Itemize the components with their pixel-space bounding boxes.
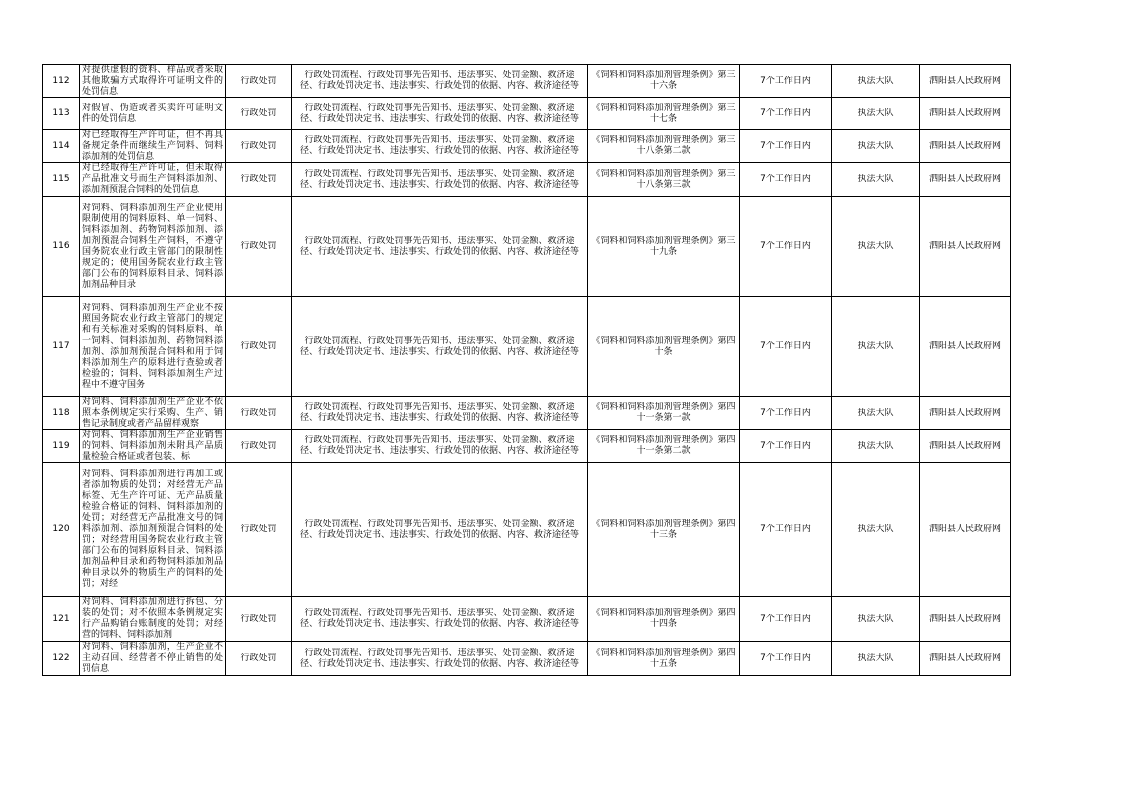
disclosure-channel: 泗阳县人民政府网 bbox=[928, 407, 1001, 418]
legal-basis-cell bbox=[588, 430, 740, 463]
row-number: 114 bbox=[52, 140, 70, 151]
responsible-unit-cell bbox=[832, 397, 920, 430]
disclosure-channel-cell bbox=[920, 463, 1011, 597]
disclosure-deadline-cell bbox=[740, 430, 832, 463]
item-type: 行政处罚 bbox=[240, 407, 277, 418]
disclosure-deadline-cell bbox=[740, 297, 832, 397]
disclosure-content-cell bbox=[292, 130, 588, 163]
disclosure-channel: 泗阳县人民政府网 bbox=[928, 613, 1001, 624]
item-type-cell bbox=[226, 642, 292, 676]
item-type: 行政处罚 bbox=[240, 341, 277, 351]
row-number: 112 bbox=[52, 75, 70, 86]
item-type-cell bbox=[226, 98, 292, 130]
item-name-cell bbox=[80, 197, 226, 297]
disclosure-deadline-cell bbox=[740, 463, 832, 597]
item-name-cell bbox=[80, 163, 226, 197]
disclosure-deadline-cell bbox=[740, 98, 832, 130]
disclosure-content: 行政处罚流程、行政处罚事先告知书、违法事实、处罚金额、救济途径、行政处罚决定书、违法事实、行政处罚的依据、内容、救济途径等 bbox=[299, 70, 579, 91]
legal-basis-cell bbox=[588, 642, 740, 676]
disclosure-channel: 泗阳县人民政府网 bbox=[928, 108, 1001, 118]
legal-basis-cell bbox=[588, 297, 740, 397]
legal-basis: 《饲料和饲料添加剂管理条例》第四十条 bbox=[591, 335, 736, 357]
disclosure-deadline: 7个工作日内 bbox=[760, 341, 811, 351]
legal-basis: 《饲料和饲料添加剂管理条例》第四十一条第二款 bbox=[591, 435, 736, 456]
item-name: 对饲料、饲料添加剂进行再加工或者添加物质的处罚；对经营无产品标签、无生产许可证、无产品质量检验合格证的饲料、饲料添加剂的处罚；对经营无产品批准文号的饲料添加剂、添加剂预混合饲料的处罚；对经营用国务院农业行政主管部门公布的饲料原料目录、饲料添加剂品种目录和药物饲料添加剂品种目录以外的物质生产的饲料的处罚；对经 bbox=[82, 469, 223, 589]
item-name: 对假冒、伪造或者买卖许可证明文件的处罚信息 bbox=[82, 102, 223, 124]
row-number: 120 bbox=[52, 524, 70, 534]
table-row bbox=[43, 597, 1011, 642]
disclosure-content-cell bbox=[292, 430, 588, 463]
item-name-cell bbox=[80, 397, 226, 430]
disclosure-content: 行政处罚流程、行政处罚事先告知书、违法事实、处罚金额、救济途径、行政处罚决定书、违法事实、行政处罚的依据、内容、救济途径等 bbox=[299, 435, 579, 456]
row-number-cell bbox=[43, 642, 80, 676]
row-number-cell bbox=[43, 65, 80, 98]
disclosure-content: 行政处罚流程、行政处罚事先告知书、违法事实、处罚金额、救济途径、行政处罚决定书、违法事实、行政处罚的依据、内容、救济途径等 bbox=[299, 335, 579, 357]
item-name: 对饲料、饲料添加剂生产企业不依照本条例规定实行采购、生产、销售记录制度或者产品留样观察 bbox=[82, 397, 223, 429]
responsible-unit-cell bbox=[832, 98, 920, 130]
legal-basis-cell bbox=[588, 65, 740, 98]
item-name: 对饲料、饲料添加剂生产企业使用限制使用的饲料原料、单一饲料、饲料添加剂、药物饲料添加剂、添加剂预混合饲料生产饲料，不遵守国务院农业行政主管部门的限制性规定的；使用国务院农业行政主管部门公布的饲料原料目录、饲料添加剂品种目录 bbox=[82, 202, 223, 290]
row-number: 117 bbox=[52, 341, 70, 351]
item-name: 对饲料、饲料添加剂进行拆包、分装的处罚；对不依照本条例规定实行产品购销台账制度的处罚；对经营的饲料、饲料添加剂 bbox=[82, 597, 223, 640]
responsible-unit-cell bbox=[832, 130, 920, 163]
legal-basis: 《饲料和饲料添加剂管理条例》第四十五条 bbox=[591, 647, 736, 669]
item-name-cell bbox=[80, 430, 226, 463]
item-type-cell bbox=[226, 130, 292, 163]
legal-basis: 《饲料和饲料添加剂管理条例》第四十四条 bbox=[591, 608, 736, 629]
responsible-unit: 执法大队 bbox=[857, 524, 894, 534]
disclosure-content-cell bbox=[292, 197, 588, 297]
disclosure-deadline-cell bbox=[740, 597, 832, 642]
disclosure-channel: 泗阳县人民政府网 bbox=[928, 174, 1001, 184]
row-number-cell bbox=[43, 463, 80, 597]
responsible-unit-cell bbox=[832, 430, 920, 463]
row-number-cell bbox=[43, 98, 80, 130]
item-name: 对饲料、饲料添加剂生产企业不按照国务院农业行政主管部门的规定和有关标准对采购的饲料原料、单一饲料、饲料添加剂、药物饲料添加剂、添加剂预混合饲料和用于饲料添加剂生产的原料进行查验或者检验的；饲料、饲料添加剂生产过程中不遵守国务 bbox=[82, 302, 223, 390]
legal-basis: 《饲料和饲料添加剂管理条例》第三十八条第三款 bbox=[591, 168, 736, 190]
item-type-cell bbox=[226, 297, 292, 397]
disclosure-content-cell bbox=[292, 297, 588, 397]
disclosure-content-cell bbox=[292, 397, 588, 430]
item-name: 对已经取得生产许可证，但不再具备规定条件而继续生产饲料、饲料添加剂的处罚信息 bbox=[82, 130, 223, 162]
legal-basis-cell bbox=[588, 463, 740, 597]
responsible-unit-cell bbox=[832, 197, 920, 297]
disclosure-deadline: 7个工作日内 bbox=[760, 613, 811, 624]
disclosure-deadline-cell bbox=[740, 65, 832, 98]
disclosure-deadline: 7个工作日内 bbox=[760, 174, 811, 184]
row-number-cell bbox=[43, 430, 80, 463]
disclosure-channel-cell bbox=[920, 65, 1011, 98]
item-type-cell bbox=[226, 597, 292, 642]
disclosure-channel: 泗阳县人民政府网 bbox=[928, 75, 1001, 86]
responsible-unit: 执法大队 bbox=[857, 407, 894, 418]
legal-basis-cell bbox=[588, 597, 740, 642]
disclosure-deadline-cell bbox=[740, 130, 832, 163]
item-type: 行政处罚 bbox=[240, 174, 277, 184]
row-number-cell bbox=[43, 597, 80, 642]
table-row bbox=[43, 463, 1011, 597]
legal-basis: 《饲料和饲料添加剂管理条例》第四十三条 bbox=[591, 518, 736, 540]
disclosure-deadline: 7个工作日内 bbox=[760, 407, 811, 418]
responsible-unit: 执法大队 bbox=[857, 108, 894, 118]
disclosure-channel: 泗阳县人民政府网 bbox=[928, 440, 1001, 451]
disclosure-content: 行政处罚流程、行政处罚事先告知书、违法事实、处罚金额、救济途径、行政处罚决定书、违法事实、行政处罚的依据、内容、救济途径等 bbox=[299, 402, 579, 423]
disclosure-channel-cell bbox=[920, 197, 1011, 297]
item-type-cell bbox=[226, 197, 292, 297]
item-type: 行政处罚 bbox=[240, 653, 277, 663]
disclosure-content-cell bbox=[292, 65, 588, 98]
disclosure-channel-cell bbox=[920, 430, 1011, 463]
table-row bbox=[43, 130, 1011, 163]
responsible-unit: 执法大队 bbox=[857, 653, 894, 663]
responsible-unit-cell bbox=[832, 297, 920, 397]
responsible-unit: 执法大队 bbox=[857, 140, 894, 151]
disclosure-deadline: 7个工作日内 bbox=[760, 241, 811, 251]
disclosure-content-cell bbox=[292, 463, 588, 597]
responsible-unit: 执法大队 bbox=[857, 440, 894, 451]
item-name: 对饲料、饲料添加剂，生产企业不主动召回、经营者不停止销售的处罚信息 bbox=[82, 642, 223, 674]
responsible-unit: 执法大队 bbox=[857, 613, 894, 624]
disclosure-deadline: 7个工作日内 bbox=[760, 140, 811, 151]
item-type-cell bbox=[226, 65, 292, 98]
row-number-cell bbox=[43, 397, 80, 430]
responsible-unit-cell bbox=[832, 642, 920, 676]
disclosure-deadline: 7个工作日内 bbox=[760, 524, 811, 534]
disclosure-deadline-cell bbox=[740, 397, 832, 430]
disclosure-deadline: 7个工作日内 bbox=[760, 440, 811, 451]
legal-basis: 《饲料和饲料添加剂管理条例》第三十九条 bbox=[591, 235, 736, 257]
row-number-cell bbox=[43, 130, 80, 163]
item-type: 行政处罚 bbox=[240, 524, 277, 534]
table-row bbox=[43, 297, 1011, 397]
disclosure-channel: 泗阳县人民政府网 bbox=[928, 140, 1001, 151]
legal-basis: 《饲料和饲料添加剂管理条例》第三十八条第二款 bbox=[591, 135, 736, 156]
item-name: 对提供虚假的资料、样品或者采取其他欺骗方式取得许可证明文件的处罚信息 bbox=[82, 65, 223, 97]
legal-basis-cell bbox=[588, 163, 740, 197]
table-row bbox=[43, 397, 1011, 430]
disclosure-content-cell bbox=[292, 597, 588, 642]
table-row bbox=[43, 430, 1011, 463]
disclosure-channel-cell bbox=[920, 597, 1011, 642]
table-row bbox=[43, 98, 1011, 130]
legal-basis-cell bbox=[588, 397, 740, 430]
disclosure-content: 行政处罚流程、行政处罚事先告知书、违法事实、处罚金额、救济途径、行政处罚决定书、违法事实、行政处罚的依据、内容、救济途径等 bbox=[299, 102, 579, 124]
row-number: 119 bbox=[52, 440, 70, 451]
row-number: 115 bbox=[52, 174, 70, 184]
responsible-unit-cell bbox=[832, 65, 920, 98]
item-name-cell bbox=[80, 597, 226, 642]
item-type-cell bbox=[226, 430, 292, 463]
disclosure-content: 行政处罚流程、行政处罚事先告知书、违法事实、处罚金额、救济途径、行政处罚决定书、违法事实、行政处罚的依据、内容、救济途径等 bbox=[299, 518, 579, 540]
responsible-unit-cell bbox=[832, 163, 920, 197]
disclosure-content: 行政处罚流程、行政处罚事先告知书、违法事实、处罚金额、救济途径、行政处罚决定书、违法事实、行政处罚的依据、内容、救济途径等 bbox=[299, 168, 579, 190]
disclosure-deadline-cell bbox=[740, 642, 832, 676]
disclosure-channel: 泗阳县人民政府网 bbox=[928, 341, 1001, 351]
disclosure-channel-cell bbox=[920, 98, 1011, 130]
disclosure-channel: 泗阳县人民政府网 bbox=[928, 653, 1001, 663]
table-row bbox=[43, 65, 1011, 98]
item-name: 对饲料、饲料添加剂生产企业销售的饲料、饲料添加剂未附具产品质量检验合格证或者包装、标 bbox=[82, 430, 223, 462]
row-number-cell bbox=[43, 297, 80, 397]
item-name-cell bbox=[80, 65, 226, 98]
item-type-cell bbox=[226, 163, 292, 197]
disclosure-channel-cell bbox=[920, 297, 1011, 397]
item-name: 对已经取得生产许可证，但未取得产品批准文号而生产饲料添加剂、添加剂预混合饲料的处罚信息 bbox=[82, 163, 223, 195]
disclosure-content-cell bbox=[292, 642, 588, 676]
responsible-unit: 执法大队 bbox=[857, 341, 894, 351]
legal-basis: 《饲料和饲料添加剂管理条例》第三十七条 bbox=[591, 102, 736, 124]
row-number: 121 bbox=[52, 613, 70, 624]
disclosure-content: 行政处罚流程、行政处罚事先告知书、违法事实、处罚金额、救济途径、行政处罚决定书、违法事实、行政处罚的依据、内容、救济途径等 bbox=[299, 608, 579, 629]
legal-basis: 《饲料和饲料添加剂管理条例》第四十一条第一款 bbox=[591, 402, 736, 423]
item-type: 行政处罚 bbox=[240, 613, 277, 624]
disclosure-channel-cell bbox=[920, 642, 1011, 676]
disclosure-deadline: 7个工作日内 bbox=[760, 75, 811, 86]
disclosure-content-cell bbox=[292, 163, 588, 197]
table-row bbox=[43, 197, 1011, 297]
disclosure-deadline-cell bbox=[740, 197, 832, 297]
item-name-cell bbox=[80, 130, 226, 163]
legal-basis: 《饲料和饲料添加剂管理条例》第三十六条 bbox=[591, 70, 736, 91]
row-number: 118 bbox=[52, 407, 70, 418]
responsible-unit: 执法大队 bbox=[857, 241, 894, 251]
row-number: 116 bbox=[52, 241, 70, 251]
item-type: 行政处罚 bbox=[240, 75, 277, 86]
disclosure-content: 行政处罚流程、行政处罚事先告知书、违法事实、处罚金额、救济途径、行政处罚决定书、违法事实、行政处罚的依据、内容、救济途径等 bbox=[299, 235, 579, 257]
item-type: 行政处罚 bbox=[240, 108, 277, 118]
item-type: 行政处罚 bbox=[240, 440, 277, 451]
row-number: 122 bbox=[52, 653, 70, 663]
row-number-cell bbox=[43, 163, 80, 197]
item-name-cell bbox=[80, 642, 226, 676]
disclosure-deadline: 7个工作日内 bbox=[760, 108, 811, 118]
table-row bbox=[43, 163, 1011, 197]
disclosure-content: 行政处罚流程、行政处罚事先告知书、违法事实、处罚金额、救济途径、行政处罚决定书、违法事实、行政处罚的依据、内容、救济途径等 bbox=[299, 647, 579, 669]
legal-basis-cell bbox=[588, 98, 740, 130]
item-name-cell bbox=[80, 98, 226, 130]
responsible-unit-cell bbox=[832, 463, 920, 597]
disclosure-content: 行政处罚流程、行政处罚事先告知书、违法事实、处罚金额、救济途径、行政处罚决定书、违法事实、行政处罚的依据、内容、救济途径等 bbox=[299, 135, 579, 156]
item-name-cell bbox=[80, 297, 226, 397]
item-name-cell bbox=[80, 463, 226, 597]
row-number: 113 bbox=[52, 108, 70, 118]
disclosure-deadline: 7个工作日内 bbox=[760, 653, 811, 663]
row-number-cell bbox=[43, 197, 80, 297]
disclosure-channel-cell bbox=[920, 397, 1011, 430]
disclosure-channel: 泗阳县人民政府网 bbox=[928, 524, 1001, 534]
table-body bbox=[43, 65, 1011, 676]
disclosure-deadline-cell bbox=[740, 163, 832, 197]
disclosure-content-cell bbox=[292, 98, 588, 130]
responsible-unit-cell bbox=[832, 597, 920, 642]
legal-basis-cell bbox=[588, 197, 740, 297]
legal-basis-cell bbox=[588, 130, 740, 163]
responsible-unit: 执法大队 bbox=[857, 75, 894, 86]
item-type: 行政处罚 bbox=[240, 241, 277, 251]
item-type-cell bbox=[226, 463, 292, 597]
disclosure-channel-cell bbox=[920, 163, 1011, 197]
item-type-cell bbox=[226, 397, 292, 430]
disclosure-channel-cell bbox=[920, 130, 1011, 163]
table-row bbox=[43, 642, 1011, 676]
item-type: 行政处罚 bbox=[240, 140, 277, 151]
disclosure-channel: 泗阳县人民政府网 bbox=[928, 241, 1001, 251]
responsible-unit: 执法大队 bbox=[857, 174, 894, 184]
penalty-disclosure-table bbox=[42, 64, 1011, 676]
